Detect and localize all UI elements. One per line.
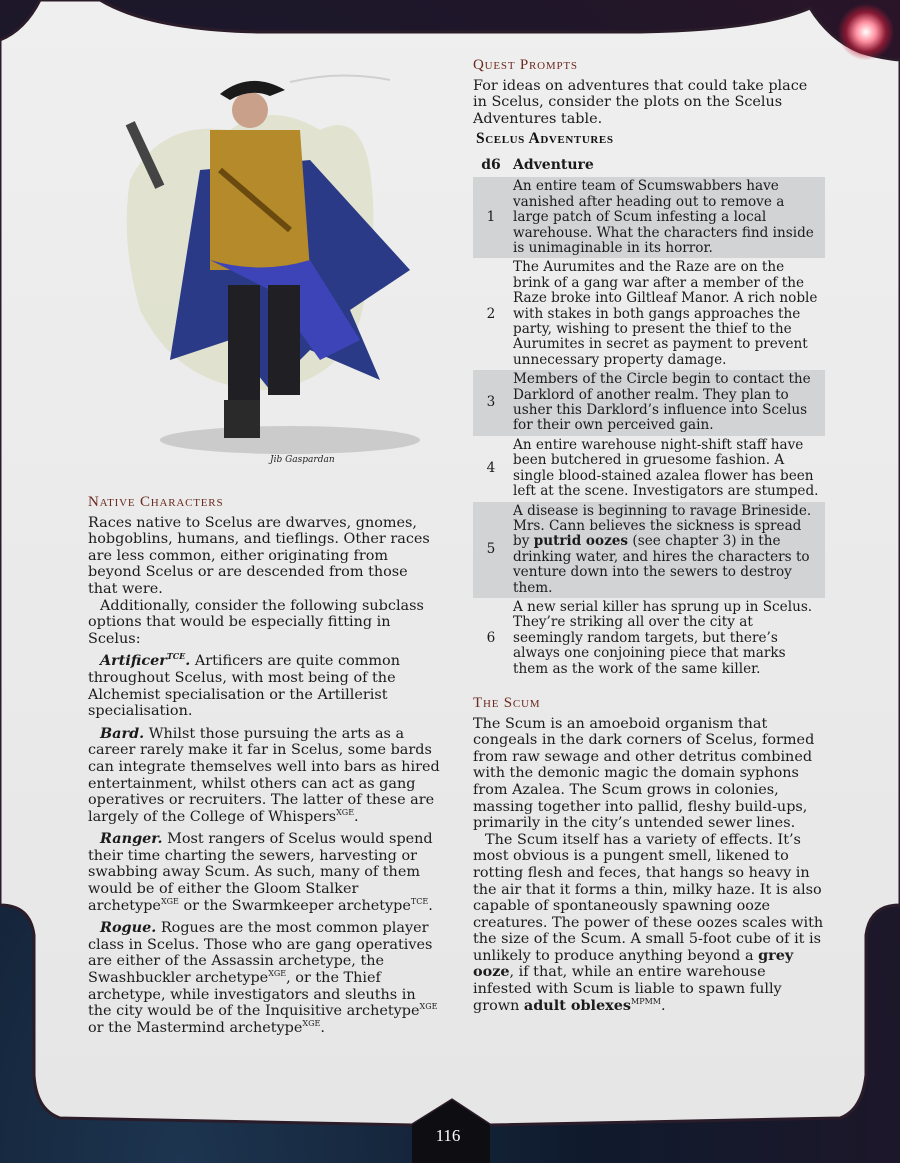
scum-adult-oblexes: adult oblexes [523,996,632,1014]
quest-prompts-intro: For ideas on adventures that could take place in Scelus, consider the plots on the Scelus Adventures table. [473,77,808,127]
rogue-source-3: XGE [302,1019,321,1029]
bard-source: XGE [336,807,355,817]
rogue-source-1: XGE [268,969,287,979]
the-scum-p1: The Scum is an amoeboid organism that congeals in the dark corners of Scelus, formed from raw sewage and other detritus combined with the demonic magic the domain syphons from Azalea. The Scum grows in colonies, massing together into pallid, fleshy build-ups, primarily in the city’s untended sewer lines. [473,715,815,832]
bard-text: Whilst those pursuing the arts as a career rarely make it far in Scelus, some bards can integrate themselves well into bars as hired entertainment, whilst others can act as gang operatives or recruiters. The latter of these are largely of the College of Whispers [88,725,440,825]
table-row [473,598,825,679]
native-characters-heading: Native Characters [88,494,224,510]
adventures-table [473,154,825,679]
corner-glow [838,4,894,60]
bard-title: Bard. [100,724,145,742]
table-header-d6: d6 [481,156,501,173]
table-roll: 3 [473,370,509,436]
ranger-text: Most rangers of Scelus would spend their time charting the sewers, harvesting or swabbing away Scum. As such, many of them would be of either the Gloom Stalker archetype [88,831,433,914]
artificer-entry [88,653,440,719]
table-roll: 6 [486,629,496,646]
right-column [473,57,825,1014]
the-scum-heading: The Scum [473,694,541,711]
scum-source: MPMM [631,996,661,1006]
table-cell: A new serial killer has sprung up in Scelus. They’re striking all over the city at seemingly random targets, but there’s always one conjoining piece that marks them as the work of the same killer. [513,598,813,677]
rogue-text-1: Rogues are the most common player class in Scelus. Those who are gang operatives are either of the Assassin archetype, the Swashbuckler archetype [88,920,433,987]
table-roll: 5 [473,502,509,598]
row5-text-pre: A disease is beginning to ravage Brineside. Mrs. Cann believes the sickness is spread by [513,502,812,550]
ranger-mid: or the Swarmkeeper archetype [178,897,411,914]
ranger-entry [88,831,440,914]
rogue-text-2: , or the Thief archetype, while investigators and sleuths in the city would be of the Inquisitive archetype [88,970,420,1020]
artificer-text: Artificers are quite common throughout Scelus, with most being of the Alchemist specialisation or the Artillerist specialisation. [88,653,400,720]
artificer-source: TCE [166,651,186,662]
table-cell [509,502,825,598]
table-row [473,258,825,370]
rogue-entry [88,920,440,1036]
table-cell: An entire warehouse night-shift staff have been butchered in gruesome fashion. A single blood-stained azalea flower has been left at the scene. Investigators are stumped. [513,436,819,500]
ranger-source-2: TCE [410,896,429,906]
table-header-row [473,154,825,177]
bard-entry [88,726,440,826]
table-cell: The Aurumites and the Raze are on the brink of a gang war after a member of the Raze broke into Giltleaf Manor. A rich noble with stakes in both gangs approaches the party, wishing to present the thief to the Aurumites in secret as payment to prevent unnecessary property damage. [513,259,818,368]
rogue-text-3: or the Mastermind archetype [88,1019,303,1036]
quest-prompts-heading: Quest Prompts [473,57,578,73]
rogue-end: . [320,1019,325,1036]
page-number: 116 [435,1126,461,1145]
table-roll: 4 [486,459,496,476]
table-cell: An entire team of Scumswabbers have vanished after heading out to remove a large patch of Scum infesting a local warehouse. What the characters find inside is unimaginable in its horror. [509,177,825,258]
table-roll: 2 [486,305,496,322]
ranger-source-1: XGE [160,896,179,906]
row5-text-post: (see chapter 3) in the drinking water, and hires the characters to venture down into the sewers to destroy them. [513,533,810,596]
table-cell: Members of the Circle begin to contact the Darklord of another realm. They plan to usher this Darklord’s influence into Scelus for their own perceived gain. [509,370,825,436]
adventures-table-title: Scelus Adventures [476,130,614,148]
table-row [473,502,825,598]
page-number-badge [412,1104,484,1163]
table-row [473,177,825,258]
table-roll: 1 [473,177,509,258]
native-characters-p1: Races native to Scelus are dwarves, gnomes, hobgoblins, humans, and tieflings. Other races are less common, either originating from beyond Scelus or are descended from those that were. [88,514,430,597]
the-scum-p2 [473,832,825,1015]
row5-bold: putrid oozes [533,533,629,550]
scum-grey-ooze: grey ooze [473,946,794,981]
rogue-source-2: XGE [419,1002,438,1012]
scum-p2-end: . [660,997,666,1014]
artificer-dot: . [185,652,191,670]
native-characters-p2: Additionally, consider the following subclass options that would be especially fitting in Scelus: [88,597,424,647]
scum-p2-mid: , if that, while an entire warehouse infested with Scum is liable to spawn fully grown [473,964,782,1014]
bard-end: . [354,808,359,825]
artificer-title: Artificer [100,652,167,670]
table-row [473,436,825,502]
ranger-title: Ranger. [100,830,163,848]
swashbuckler-illustration [120,60,440,470]
illustration-signature: Jib Gaspardan [270,455,335,465]
table-row [473,370,825,436]
rogue-title: Rogue. [100,919,157,937]
table-header-adventure: Adventure [513,156,594,173]
scum-p2-pre: The Scum itself has a variety of effects. It’s most obvious is a pungent smell, likened to rotting flesh and feces, that hangs so heavy in the air that it forms a thin, milky haze. It is also capable of spontaneously spawning ooze creatures. The power of these oozes scales with the size of the Scum. A small 5-foot cube of it is unlikely to produce anything beyond a [473,831,824,964]
ranger-end: . [428,897,433,914]
left-column [88,494,440,1036]
